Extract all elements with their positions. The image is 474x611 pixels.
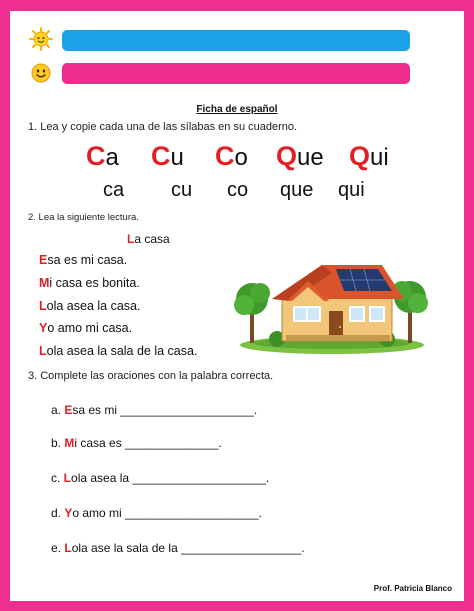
sentence-d: d. Yo amo mi ____________________.: [51, 506, 262, 520]
smiley-icon: [31, 63, 51, 83]
reading-line: Lola asea la sala de la casa.: [39, 344, 198, 358]
reading-title: La casa: [127, 232, 170, 246]
big-syllable: Ca: [86, 141, 119, 171]
house-icon: [232, 247, 432, 355]
pink-name-bar: [62, 63, 410, 84]
instruction-2: 2. Lea la siguiente lectura.: [28, 212, 139, 223]
instruction-1: 1. Lea y copie cada una de las sílabas en su cuaderno.: [28, 121, 298, 133]
small-syllables-row: [10, 179, 464, 205]
reading-line: Yo amo mi casa.: [39, 321, 133, 335]
blue-name-bar: [62, 30, 410, 51]
instruction-3: 3. Complete las oraciones con la palabra correcta.: [28, 370, 274, 382]
big-syllable: Que: [276, 141, 324, 171]
worksheet-page: [10, 11, 464, 601]
small-syllable: cu: [171, 179, 193, 201]
worksheet-title: Ficha de español: [196, 104, 278, 115]
reading-line: Esa es mi casa.: [39, 253, 128, 267]
big-syllable: Cu: [151, 141, 184, 171]
small-syllable: que: [280, 179, 314, 201]
small-syllable: qui: [338, 179, 365, 201]
big-syllable: Co: [215, 141, 248, 171]
sentence-c: c. Lola asea la ____________________.: [51, 471, 270, 485]
reading-line: Mi casa es bonita.: [39, 276, 140, 290]
author-credit: Prof. Patricia Blanco: [373, 584, 452, 593]
reading-line: Lola asea la casa.: [39, 299, 141, 313]
small-syllable: ca: [103, 179, 125, 201]
small-syllable: co: [227, 179, 249, 201]
big-syllables-row: [10, 141, 464, 171]
sentence-a: a. Esa es mi ____________________.: [51, 403, 258, 417]
sentence-b: b. Mi casa es ______________.: [51, 436, 222, 450]
sun-icon: [29, 27, 53, 51]
sentence-e: e. Lola ase la sala de la __________________.: [51, 541, 305, 555]
big-syllable: Qui: [349, 141, 389, 171]
